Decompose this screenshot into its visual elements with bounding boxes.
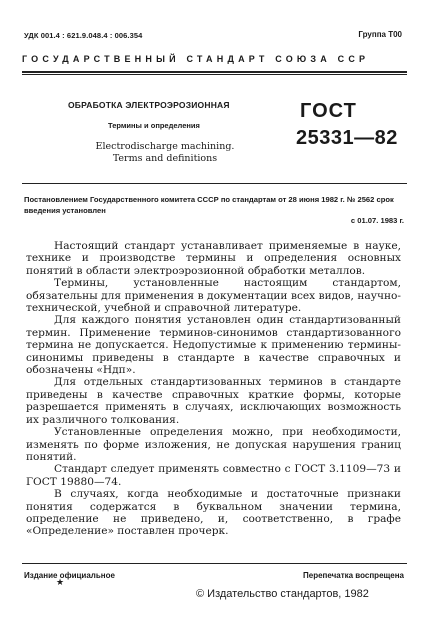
official-edition-label: Издание официальное (24, 571, 115, 580)
paragraph: Настоящий стандарт устанавливает применяемые в науке, технике и производстве термины и определения основных понятий в области электроэрозионной обработки металлов. (26, 240, 401, 277)
document-subtitle-ru: Термины и определения (108, 121, 200, 130)
body-text (26, 240, 401, 538)
star-icon: ★ (56, 578, 65, 588)
reprint-prohibited-label: Перепечатка воспрещена (303, 571, 404, 580)
header-rule-thin (22, 74, 407, 75)
gost-label: ГОСТ (300, 100, 357, 122)
state-standard-banner: ГОСУДАРСТВЕННЫЙ СТАНДАРТ СОЮЗА ССР (22, 54, 370, 64)
paragraph: Стандарт следует применять совместно с ГОСТ 3.1109—73 и ГОСТ 19880—74. (26, 463, 401, 488)
header-rule-thick (22, 71, 407, 73)
document-title-ru: ОБРАБОТКА ЭЛЕКТРОЭРОЗИОННАЯ (68, 100, 230, 110)
title-en-line-1: Electrodischarge machining. (95, 141, 235, 152)
paragraph: Для отдельных стандартизованных терминов в стандарте приведены в качестве справочных краткие формы, которые разрешается применять в случаях, исключающих возможность их различного толкования. (26, 376, 401, 426)
paragraph: Установленные определения можно, при необходимости, изменять по форме изложения, не допуская нарушения границ понятий. (26, 426, 401, 463)
title-en-line-2: Terms and definitions (112, 153, 218, 164)
document-title-en (90, 141, 240, 165)
udk-code: УДК 001.4 : 621.9.048.4 : 006.354 (24, 31, 143, 40)
publisher-copyright: © Издательство стандартов, 1982 (196, 588, 369, 600)
footer-rule (22, 563, 407, 564)
paragraph: В случаях, когда необходимые и достаточные признаки понятия содержатся в буквальном значении термина, определение не приведено, и, соответственно, в графе «Определение» поставлен прочерк. (26, 488, 401, 538)
effective-date: с 01.07. 1983 г. (350, 216, 404, 225)
gost-number: 25331—82 (296, 127, 398, 149)
paragraph: Термины, установленные настоящим стандартом, обязательны для применения в документации всех видов, научно-технической, учебной и справочной литературе. (26, 277, 401, 315)
group-code: Группа Т00 (358, 30, 402, 39)
decree-text: Постановлением Государственного комитета СССР по стандартам от 28 июня 1982 г. № 2562 срок введения установлен (24, 195, 394, 215)
title-block-rule (22, 183, 407, 184)
paragraph: Для каждого понятия установлен один стандартизованный термин. Применение терминов-синонимов стандартизованного термина не допускается. Недопустимые к применению термины-синонимы приведены в стандарте в качестве справочных и обозначены «Ндп». (26, 314, 401, 377)
